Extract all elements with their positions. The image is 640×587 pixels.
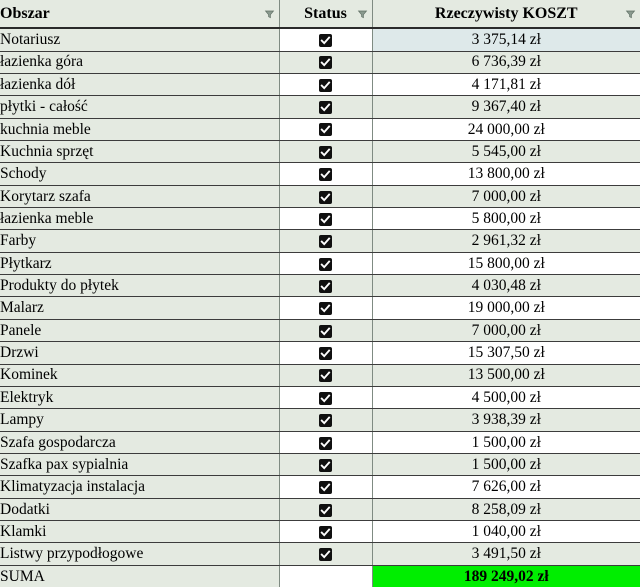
cell-cost[interactable]: 24 000,00 zł: [372, 118, 640, 140]
cell-status[interactable]: [279, 275, 372, 297]
checkbox-checked-icon[interactable]: [319, 481, 332, 494]
table-row: [0, 208, 640, 230]
table-row: [0, 386, 640, 408]
cell-area[interactable]: łazienka meble: [0, 208, 279, 230]
checkbox-checked-icon[interactable]: [319, 548, 332, 561]
table-row: [0, 409, 640, 431]
cell-status[interactable]: [279, 252, 372, 274]
cell-area[interactable]: Panele: [0, 319, 279, 341]
table-row: [0, 73, 640, 95]
table-row: [0, 543, 640, 565]
table-row: [0, 230, 640, 252]
cell-status[interactable]: [279, 118, 372, 140]
filter-dropdown-icon-cost[interactable]: [624, 7, 637, 20]
cell-area[interactable]: Klimatyzacja instalacja: [0, 476, 279, 498]
cell-status[interactable]: [279, 208, 372, 230]
cell-status[interactable]: [279, 431, 372, 453]
checkbox-checked-icon[interactable]: [319, 437, 332, 450]
cell-cost[interactable]: 19 000,00 zł: [372, 297, 640, 319]
cell-status[interactable]: [279, 476, 372, 498]
cell-cost[interactable]: 1 500,00 zł: [372, 431, 640, 453]
cell-status[interactable]: [279, 498, 372, 520]
cell-area[interactable]: Elektryk: [0, 386, 279, 408]
checkbox-checked-icon[interactable]: [319, 280, 332, 293]
filter-dropdown-icon-status[interactable]: [356, 7, 369, 20]
cell-cost[interactable]: 4 171,81 zł: [372, 73, 640, 95]
checkbox-checked-icon[interactable]: [319, 123, 332, 136]
cell-area[interactable]: Malarz: [0, 297, 279, 319]
total-row: [0, 565, 640, 587]
cell-cost[interactable]: 2 961,32 zł: [372, 230, 640, 252]
cell-area[interactable]: łazienka góra: [0, 51, 279, 73]
checkbox-checked-icon[interactable]: [319, 79, 332, 92]
checkbox-checked-icon[interactable]: [319, 146, 332, 159]
cell-status[interactable]: [279, 364, 372, 386]
checkbox-checked-icon[interactable]: [319, 34, 332, 47]
cell-cost[interactable]: 4 500,00 zł: [372, 386, 640, 408]
checkbox-checked-icon[interactable]: [319, 235, 332, 248]
cell-area[interactable]: Notariusz: [0, 28, 279, 51]
filter-dropdown-icon-area[interactable]: [263, 7, 276, 20]
cell-status[interactable]: [279, 386, 372, 408]
checkbox-checked-icon[interactable]: [319, 459, 332, 472]
cell-area[interactable]: Klamki: [0, 521, 279, 543]
checkbox-checked-icon[interactable]: [319, 504, 332, 517]
cell-status[interactable]: [279, 543, 372, 565]
table-row: [0, 163, 640, 185]
table-row: [0, 28, 640, 51]
checkbox-checked-icon[interactable]: [319, 101, 332, 114]
column-header-area[interactable]: [0, 0, 279, 28]
cell-area[interactable]: Listwy przypodłogowe: [0, 543, 279, 565]
cell-area[interactable]: Schody: [0, 163, 279, 185]
cell-area[interactable]: płytki - całość: [0, 96, 279, 118]
cell-cost[interactable]: 7 626,00 zł: [372, 476, 640, 498]
cell-cost[interactable]: 15 307,50 zł: [372, 342, 640, 364]
cell-area[interactable]: Lampy: [0, 409, 279, 431]
cell-status[interactable]: [279, 28, 372, 51]
column-header-cost[interactable]: [372, 0, 640, 28]
checkbox-checked-icon[interactable]: [319, 168, 332, 181]
cell-status[interactable]: [279, 96, 372, 118]
cell-status[interactable]: [279, 409, 372, 431]
cell-cost[interactable]: 1 500,00 zł: [372, 454, 640, 476]
table-row: [0, 297, 640, 319]
table-row: [0, 118, 640, 140]
cell-area[interactable]: Korytarz szafa: [0, 185, 279, 207]
cell-area[interactable]: Kominek: [0, 364, 279, 386]
cell-status[interactable]: [279, 185, 372, 207]
table-row: [0, 521, 640, 543]
cell-status[interactable]: [279, 140, 372, 162]
cell-status[interactable]: [279, 521, 372, 543]
table-row: [0, 319, 640, 341]
checkbox-checked-icon[interactable]: [319, 369, 332, 382]
cell-status[interactable]: [279, 342, 372, 364]
cell-status[interactable]: [279, 51, 372, 73]
table-row: [0, 185, 640, 207]
column-header-status[interactable]: [279, 0, 372, 28]
cell-cost[interactable]: 8 258,09 zł: [372, 498, 640, 520]
checkbox-checked-icon[interactable]: [319, 213, 332, 226]
cell-status[interactable]: [279, 454, 372, 476]
cell-cost[interactable]: 15 800,00 zł: [372, 252, 640, 274]
checkbox-checked-icon[interactable]: [319, 258, 332, 271]
cell-total-status[interactable]: [279, 565, 372, 587]
cell-cost[interactable]: 5 800,00 zł: [372, 208, 640, 230]
cell-status[interactable]: [279, 73, 372, 95]
cell-area[interactable]: kuchnia meble: [0, 118, 279, 140]
table-row: [0, 431, 640, 453]
checkbox-checked-icon[interactable]: [319, 56, 332, 69]
checkbox-checked-icon[interactable]: [319, 526, 332, 539]
cell-status[interactable]: [279, 230, 372, 252]
cell-status[interactable]: [279, 163, 372, 185]
checkbox-checked-icon[interactable]: [319, 325, 332, 338]
cell-cost[interactable]: 1 040,00 zł: [372, 521, 640, 543]
table-body: [0, 28, 640, 587]
table-row: [0, 51, 640, 73]
cell-status[interactable]: [279, 319, 372, 341]
cell-cost[interactable]: 6 736,39 zł: [372, 51, 640, 73]
cell-cost[interactable]: 7 000,00 zł: [372, 185, 640, 207]
table-row: [0, 476, 640, 498]
table-row: [0, 342, 640, 364]
cell-area[interactable]: Płytkarz: [0, 252, 279, 274]
cell-cost[interactable]: 7 000,00 zł: [372, 319, 640, 341]
checkbox-checked-icon[interactable]: [319, 302, 332, 315]
cell-cost[interactable]: 3 491,50 zł: [372, 543, 640, 565]
table-row: [0, 96, 640, 118]
table-row: [0, 252, 640, 274]
cell-cost[interactable]: 3 375,14 zł: [372, 28, 640, 51]
cell-cost[interactable]: 13 500,00 zł: [372, 364, 640, 386]
table-row: [0, 140, 640, 162]
cell-area[interactable]: Drzwi: [0, 342, 279, 364]
table-header: [0, 0, 640, 28]
cell-area[interactable]: łazienka dół: [0, 73, 279, 95]
cell-area[interactable]: Dodatki: [0, 498, 279, 520]
cell-status[interactable]: [279, 297, 372, 319]
checkbox-checked-icon[interactable]: [319, 191, 332, 204]
header-row: [0, 0, 640, 28]
checkbox-checked-icon[interactable]: [319, 392, 332, 405]
table-row: [0, 454, 640, 476]
cell-area[interactable]: Szafka pax sypialnia: [0, 454, 279, 476]
cell-area[interactable]: Kuchnia sprzęt: [0, 140, 279, 162]
cell-cost[interactable]: 9 367,40 zł: [372, 96, 640, 118]
table-row: [0, 275, 640, 297]
table-row: [0, 498, 640, 520]
cell-total-label[interactable]: SUMA: [0, 565, 279, 587]
column-header-cost-label: Rzeczywisty KOSZT: [434, 4, 578, 22]
table-row: [0, 364, 640, 386]
checkbox-checked-icon[interactable]: [319, 414, 332, 427]
cell-area[interactable]: Szafa gospodarcza: [0, 431, 279, 453]
cell-cost[interactable]: 4 030,48 zł: [372, 275, 640, 297]
cell-total-cost[interactable]: 189 249,02 zł: [372, 565, 640, 587]
cell-cost[interactable]: 5 545,00 zł: [372, 140, 640, 162]
cell-area[interactable]: Farby: [0, 230, 279, 252]
cell-area[interactable]: Produkty do płytek: [0, 275, 279, 297]
cell-cost[interactable]: 13 800,00 zł: [372, 163, 640, 185]
cell-cost[interactable]: 3 938,39 zł: [372, 409, 640, 431]
column-header-status-label: Status: [304, 4, 347, 22]
checkbox-checked-icon[interactable]: [319, 347, 332, 360]
column-header-area-label: Obszar: [0, 4, 50, 22]
